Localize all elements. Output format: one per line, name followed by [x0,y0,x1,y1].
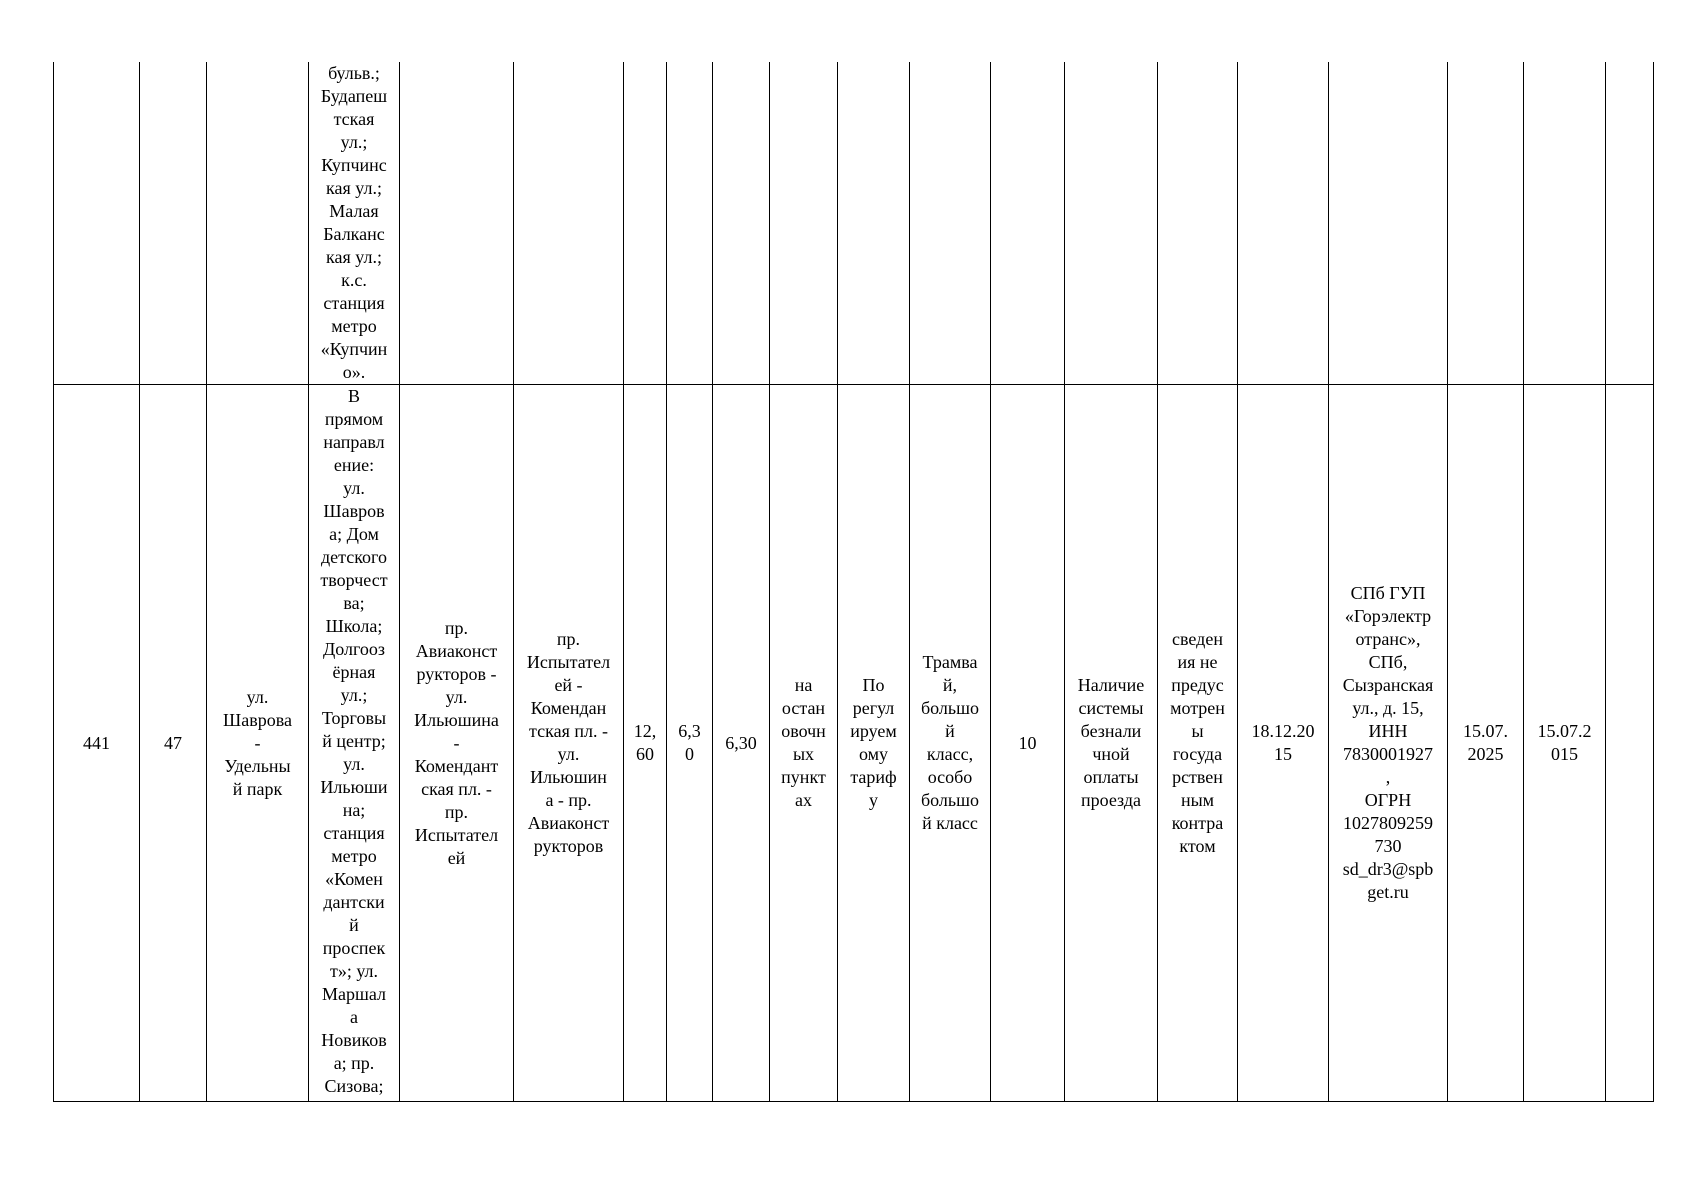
cell-text-line: проезда [1081,790,1141,810]
cell-text-line: 15.07. [1463,721,1508,741]
cell-text-line: бульв.; [328,63,380,83]
table-row-route-441 [54,385,1654,1102]
cell-text-line: Сизова; [324,1076,384,1096]
cell-text-line: большо [921,698,979,718]
cell-text-line: а [350,1007,358,1027]
cell-stop-procedure [770,62,838,385]
cell-text-line: 60 [636,744,654,764]
cell-text-line: й, [942,675,958,695]
cell-text-line: тариф [850,767,897,787]
cell-text-line: класс, [926,744,974,764]
cell-vehicle-type [910,385,991,1102]
cell-text-line: на; [342,800,366,820]
cell-text-line: - [453,732,460,753]
cell-text-line: й [945,721,955,741]
cell-text-line: - [254,732,261,753]
cell-text-line: о». [342,362,366,382]
cell-route-number [140,62,207,385]
cell-text-line: СПб, [1368,652,1408,672]
cell-text-line: рукторов - [416,663,497,684]
cell-contract-info [1158,385,1238,1102]
cell-text-line: Будапеш [320,86,388,106]
cell-text-line: 15 [1274,744,1292,764]
cell-text-line: а; Дом [329,524,379,544]
cell-text-line: Новиков [321,1030,387,1050]
cell-start-date [1238,62,1329,385]
cell-text-line: По [862,675,885,695]
cell-tariff [838,385,910,1102]
cell-text-line: госуда [1172,744,1223,764]
cell-text-line: Испытател [414,824,499,845]
cell-text-line: ей [447,847,466,868]
cell-text-line: предус [1171,675,1224,695]
cell-text-line: кая ул.; [326,178,382,198]
cell-text-line: й класс [922,813,978,833]
cell-text-line: ому [858,744,889,764]
cell-text-line: Ильюшин [530,767,607,787]
cell-text-line: творчест [320,570,388,590]
cell-streets-backward [514,62,624,385]
cell-length-forward [667,385,713,1102]
cell-text-line: , [1385,767,1391,787]
cell-text-line: 6,3 [678,721,701,741]
cell-text-line: пункт [781,767,826,787]
cell-text-line: «Купчин [320,339,388,359]
cell-contract-info [1158,62,1238,385]
cell-text-line: у [869,790,878,810]
cell-text-line: пр. [444,617,469,638]
cell-text-line: чной [1092,744,1130,764]
cell-text-line: ируем [850,721,897,741]
cell-text-line: контра [1171,813,1224,833]
cell-text-line: Торговы [321,708,387,728]
cell-length-backward [713,62,770,385]
cell-date-b [1524,62,1606,385]
cell-text-line: get.ru [1367,882,1409,902]
cell-stops [309,62,400,385]
cell-text-line: й парк [232,778,283,799]
cell-text-line: большо [921,790,979,810]
cell-text-line: метро [331,316,377,336]
cell-length-backward: 6,30 [713,385,770,1102]
cell-text-line: пр. [444,801,469,822]
cell-text-line: Малая [329,201,379,221]
cell-text-line: Школа; [325,616,383,636]
cell-text-line: Комендант [414,755,499,776]
cell-text-line: ул.; [340,132,368,152]
cell-text-line: ИНН [1368,721,1408,741]
cell-text-line: ул. [343,754,365,774]
cell-text-line: пр. [556,629,581,649]
cell-text-line: ва; [343,593,365,613]
cell-text-line: Удельны [224,755,291,776]
cell-text-line: на [794,675,813,695]
cell-text-line: 12, [633,721,657,741]
cell-text-line: ых [792,744,815,764]
cell-text-line: направл [323,432,385,452]
cell-text-line: овочн [781,721,826,741]
cell-vehicle-count [991,62,1065,385]
cell-text-line: ение: [333,455,375,475]
cell-text-line: ул.; [340,685,368,705]
cell-text-line: sd_dr3@spb [1342,859,1434,879]
cell-text-line: тская пл. - [529,721,608,741]
cell-text-line: 15.07.2 [1537,721,1592,741]
cell-text-line: ы [1191,721,1204,741]
cell-length-total [624,385,667,1102]
cell-text-line: ей - [554,675,583,695]
cell-text-line: Авиаконст [527,813,610,833]
cell-text-line: отранс», [1355,629,1421,649]
cell-text-line: ах [795,790,812,810]
cell-text-line: проспек [322,938,386,958]
cell-extra [1606,62,1654,385]
cell-vehicle-type [910,62,991,385]
cell-text-line: а; пр. [333,1053,375,1073]
cell-vehicle-count: 10 [991,385,1065,1102]
cell-text-line: рствен [1172,767,1223,787]
cell-text-line: Испытател [526,652,611,672]
cell-text-line: й [349,915,359,935]
cell-text-line: остан [781,698,826,718]
cell-text-line: станция [323,823,385,843]
cell-text-line: «Комен [325,869,383,889]
cell-text-line: кая ул.; [326,247,382,267]
cell-carrier [1329,62,1448,385]
cell-text-line: безнали [1080,721,1142,741]
cell-text-line: Ильюши [320,777,388,797]
cell-text-line: 015 [1551,744,1578,764]
cell-reg-number [54,62,140,385]
cell-date-a [1448,62,1524,385]
cell-start-date [1238,385,1329,1102]
cell-text-line: системы [1078,698,1144,718]
cell-text-line: Авиаконст [415,640,498,661]
cell-text-line: мотрен [1170,698,1225,718]
cell-text-line: Купчинс [321,155,387,175]
cell-text-line: Сызранская [1342,675,1434,695]
cell-date-a [1448,385,1524,1102]
cell-text-line: ия не [1177,652,1218,672]
cell-text-line: прямом [324,409,384,429]
cell-text-line: Наличие [1077,675,1145,695]
cell-text-line: т»; ул. [329,961,379,981]
cell-text-line: к.с. [341,270,367,290]
cell-date-b [1524,385,1606,1102]
cell-tariff [838,62,910,385]
cell-text-line: детского [321,547,387,567]
cell-text-line: 730 [1374,836,1402,856]
cell-text-line: особо [927,767,973,787]
cell-text-line: ул. [557,744,580,764]
cell-text-line: метро [331,846,377,866]
cell-streets-forward [400,62,514,385]
cell-text-line: В [347,386,360,406]
cell-text-line: 7830001927 [1343,744,1433,764]
cell-text-line: Долгооз [322,639,386,659]
cell-text-line: тская [333,109,375,129]
cell-text-line: й центр; [322,731,386,751]
cell-text-line: 0 [685,744,694,764]
cell-text-line: Шаврова [223,709,292,730]
cell-reg-number: 441 [54,385,140,1102]
cell-text-line: 2025 [1467,744,1504,764]
cell-extra [1606,385,1654,1102]
cell-text-line: Шавров [323,501,385,521]
cell-length-forward [667,62,713,385]
cell-text-line: Маршал [322,984,386,1004]
cell-text-line: 1027809259 [1343,813,1433,833]
cell-text-line: ул. [445,686,468,707]
table-row-continuation [54,62,1654,385]
cell-vehicle-characteristics [1065,62,1158,385]
cell-text-line: станция [323,293,385,313]
cell-text-line: сведен [1172,629,1223,649]
cell-streets-forward [400,385,514,1102]
cell-streets-backward [514,385,624,1102]
cell-text-line: Балканс [323,224,385,244]
cell-text-line: ным [1180,790,1215,810]
cell-text-line: ктом [1179,836,1216,856]
route-registry-table [53,62,1654,1102]
cell-text-line: ОГРН [1364,790,1412,810]
cell-text-line: ул. [246,686,269,707]
cell-text-line: оплаты [1083,767,1139,787]
cell-text-line: ул. [343,478,365,498]
cell-text-line: ская пл. - [421,778,492,799]
cell-length-total [624,62,667,385]
cell-text-line: а - пр. [545,790,592,810]
cell-route-name [207,385,309,1102]
cell-text-line: регул [852,698,895,718]
cell-route-number: 47 [140,385,207,1102]
cell-text-line: СПб ГУП [1350,583,1426,603]
cell-route-name [207,62,309,385]
cell-stop-procedure [770,385,838,1102]
cell-stops [309,385,400,1102]
cell-vehicle-characteristics [1065,385,1158,1102]
cell-text-line: «Горэлектр [1344,606,1432,626]
cell-text-line: дантски [323,892,385,912]
cell-text-line: Трамва [922,652,978,672]
cell-text-line: ёрная [332,662,376,682]
cell-carrier [1329,385,1448,1102]
cell-text-line: Комендан [530,698,607,718]
cell-text-line: Ильюшина [414,709,499,730]
cell-text-line: рукторов [533,836,604,856]
cell-text-line: 18.12.20 [1251,721,1315,741]
cell-text-line: ул., д. 15, [1352,698,1424,718]
